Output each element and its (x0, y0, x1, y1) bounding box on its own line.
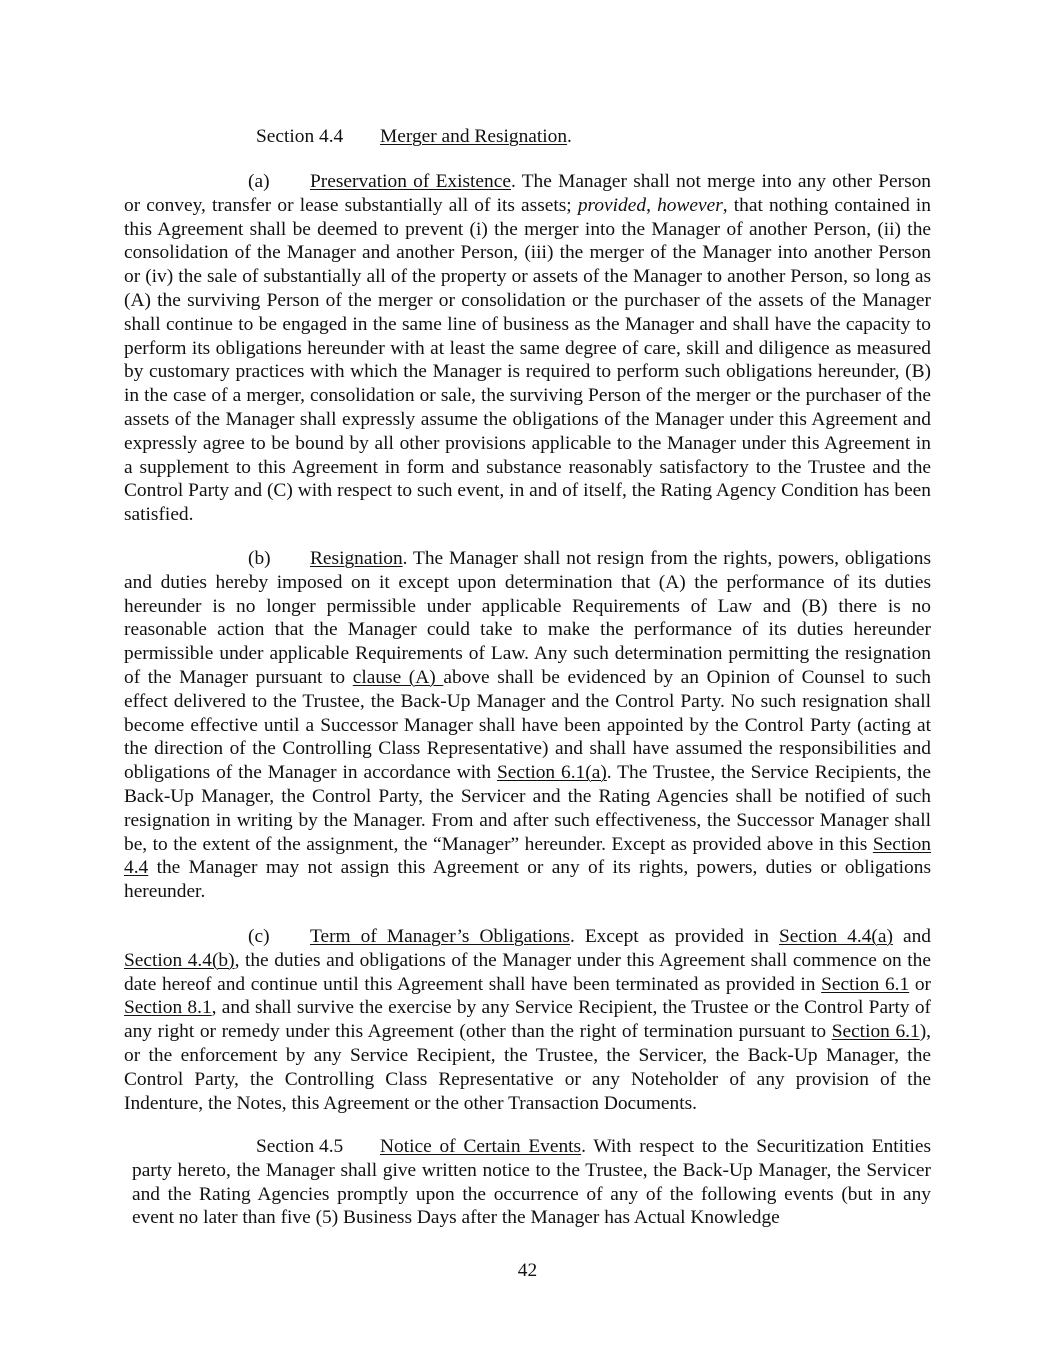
paragraph-heading: Term of Manager’s Obligations (310, 926, 570, 947)
paragraph-text: , (646, 194, 658, 216)
paragraph-label: (c) (248, 926, 270, 947)
paragraph-text: , and shall survive the exercise by any Service Recipient, the Trustee or the Control Party of any right or remedy under this Agreement (other than the right of termination pursuant to (124, 997, 931, 1043)
paragraph-text: or (909, 973, 931, 995)
provided-term: provided (577, 194, 647, 216)
paragraph-text: . The Manager shall not merge into any other Person or convey, transfer or lease substantially all of its assets; (124, 171, 932, 216)
paragraph-a-preservation-of-existence (124, 170, 931, 527)
section-4-5-notice-of-certain-events (132, 1135, 931, 1230)
paragraph-label: (b) (248, 548, 271, 569)
section-number: Section 4.5 (256, 1136, 344, 1157)
cross-reference: clause (A) (352, 666, 444, 688)
section-title-period: . (567, 126, 572, 147)
paragraph-text: , that nothing contained in this Agreement shall be deemed to prevent (i) the merger into the Manager of another Person, (ii) the consolidation of the Manager and another Person, (iii) the merger of the Manager into another Person or (iv) the sale of substantially all of the property or assets of the Manager to another Person, so long as (A) the surviving Person of the merger or consolidation or the purchaser of the assets of the Manager shall continue to be engaged in the same line of business as the Manager and shall have the capacity to perform its obligations hereunder with at least the same degree of care, skill and diligence as measured by customary practices with which the Manager is required to perform such obligations hereunder, (B) in the case of a merger, consolidation or sale, the surviving Person of the merger or the purchaser of the assets of the Manager shall expressly assume the obligations of the Manager under this Agreement and expressly agree to be bound by all other provisions applicable to the Manager under this Agreement in a supplement to this Agreement in form and substance reasonably satisfactory to the Trustee and the Control Party and (C) with respect to such event, in and of itself, the Rating Agency Condition has been satisfied. (124, 194, 931, 526)
paragraph-text: . The Manager shall not resign from the rights, powers, obligations and duties hereby imposed on it except upon determination that (A) the performance of its duties hereunder is no longer permissible under applicable Requirements of Law and (B) there is no reasonable action that the Manager could take to make the performance of its duties hereunder permissible under applicable Requirements of Law. Any such determination permitting the resignation of the Manager pursuant to (124, 548, 931, 688)
paragraph-text: . The Trustee, the Service Recipients, the Back-Up Manager, the Control Party, the Servicer and the Rating Agencies shall be notified of such resignation in writing by the Manager. From and after such effectiveness, the Successor Manager shall be, to the extent of the assignment, the “Manager” hereunder. Except as provided above in this (124, 762, 931, 855)
paragraph-text: the Manager may not assign this Agreement or any of its rights, powers, duties or obligations hereunder. (124, 857, 931, 903)
section-number: Section 4.4 (256, 126, 344, 147)
section-title: Merger and Resignation (380, 126, 568, 147)
page-number: 42 (517, 1260, 538, 1281)
paragraph-heading: Resignation (310, 548, 403, 569)
paragraph-text: ), or the enforcement by any Service Recipient, the Trustee, the Servicer, the Back-Up Manager, the Control Party, the Controlling Class Representative or any Noteholder of any provision of the Indenture, the Notes, this Agreement or the other Transaction Documents. (124, 1021, 932, 1114)
paragraph-text: . With respect to the Securitization Entities party hereto, the Manager shall give written notice to the Trustee, the Back-Up Manager, the Servicer and the Rating Agencies promptly upon the occurrence of any of the following events (but in any event no later than five (5) Business Days after the Manager has Actual Knowledge (132, 1136, 931, 1229)
cross-reference: Section 6.1 (831, 1021, 920, 1043)
cross-reference: Section 8.1 (124, 997, 212, 1019)
paragraph-label: (a) (248, 171, 270, 192)
cross-reference: Section 6.1(a) (496, 762, 607, 784)
however-term: however (657, 194, 723, 216)
section-title: Notice of Certain Events (380, 1136, 582, 1157)
paragraph-text: , the duties and obligations of the Manager under this Agreement shall commence on the date hereof and continue until this Agreement shall have been terminated as provided in (124, 949, 931, 995)
cross-reference: Section 6.1 (821, 973, 910, 995)
paragraph-c-term-of-obligations (124, 925, 931, 1115)
paragraph-text: above shall be evidenced by an Opinion of Counsel to such effect delivered to the Trustee, the Back-Up Manager and the Control Party. No such resignation shall become effective until a Successor Manager shall have been appointed by the Control Party (acting at the direction of the Controlling Class Representative) and shall have assumed the responsibilities and obligations of the Manager in accordance with (124, 666, 932, 784)
cross-reference: Section 4.4(b) (124, 949, 235, 971)
paragraph-text: and (892, 926, 931, 947)
cross-reference: Section 4.4(a) (778, 926, 893, 947)
paragraph-heading: Preservation of Existence (310, 171, 511, 192)
paragraph-text: . Except as provided in (569, 926, 779, 947)
paragraph-b-resignation (124, 547, 931, 904)
cross-reference: Section 4.4 (124, 833, 931, 879)
section-4-4-heading (256, 125, 572, 149)
